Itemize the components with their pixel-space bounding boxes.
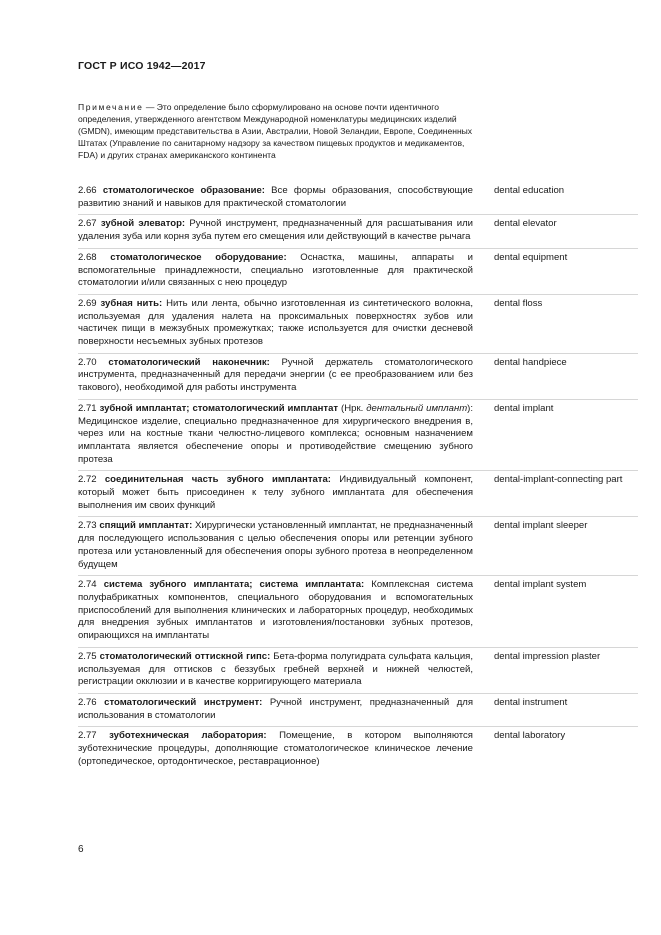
term-definition	[78, 298, 473, 349]
definition-text: Индивидуальный компонент, который может быть присоединен к телу зубного имплантата для обеспечения выполнения им своих функций	[78, 474, 473, 511]
term-number: 2.70	[78, 356, 97, 368]
term-definition	[78, 185, 473, 210]
definition-text: Нить или лента, обычно изготовленная из синтетического волокна, используемая для удаления налета на проксимальных поверхностях зубов или частичек пищи в межзубных промежутках; также используется для очистки десневой поверхности несъемных зубных протезов	[78, 297, 474, 348]
english-equivalent: dental implant sleeper	[494, 520, 588, 532]
term-definition	[78, 651, 473, 689]
english-equivalent: dental equipment	[494, 251, 568, 263]
term-entry	[78, 470, 638, 516]
term-definition	[78, 252, 473, 290]
term-entry	[78, 353, 638, 399]
term-entry	[78, 294, 638, 353]
term-definition	[78, 730, 473, 768]
term-name: спящий имплантат:	[99, 520, 193, 532]
term-definition	[78, 357, 473, 395]
term-number: 2.75	[78, 650, 97, 662]
definition-text: Ручной инструмент, предназначенный для использования в стоматологии	[78, 696, 474, 721]
term-number: 2.76	[78, 696, 97, 708]
term-name: зубной элеватор:	[100, 218, 186, 230]
term-definition	[78, 403, 473, 467]
term-number: 2.67	[78, 218, 97, 230]
term-name: стоматологическое оборудование:	[110, 251, 287, 263]
term-number: 2.66	[78, 185, 97, 196]
term-number: 2.77	[78, 730, 97, 742]
term-number: 2.73	[78, 520, 97, 532]
term-definition	[78, 579, 473, 643]
term-number: 2.68	[78, 251, 97, 263]
term-definition	[78, 474, 473, 512]
note-paragraph	[78, 101, 476, 161]
definition-text: Комплексная система полуфабрикатных компонентов, специального оборудования и вспомогательных приспособлений для выполнения клинических и лабораторных процедур, необходимых для внедрения зубных имплантатов и изготовления/постановки зубных протезов, опирающихся на имплантаты	[78, 579, 473, 642]
english-equivalent: dental impression plaster	[494, 650, 601, 662]
definition-text: ): Медицинское изделие, специально предназначенное для хирургического внедрения в, через или на костные ткани челюстно-лицевого комплекса; основным назначением имплантата является обеспечение опоры и противодействие смещению зубного протеза	[78, 402, 473, 465]
english-equivalent: dental floss	[494, 297, 543, 309]
term-deprecated-name: дентальный имплант	[366, 402, 468, 414]
term-name: стоматологический инструмент:	[104, 696, 263, 708]
terms-list	[78, 182, 638, 772]
definition-text: Помещение, в котором выполняются зуботехнические процедуры, дополняющие стоматологическое клиническое лечение (ортопедическое, ортодонтическое, реставрационное)	[78, 730, 473, 767]
definition-text: Хирургически установленный имплантат, не предназначенный для последующего использования с целью обеспечения опоры или ретенции зубного протеза или установленный для обеспечения опоры зубного протеза в неопределенном будущем	[78, 520, 473, 570]
term-name: стоматологический наконечник:	[108, 356, 270, 368]
english-equivalent: dental implant	[494, 402, 554, 414]
note-label: Примечание	[78, 102, 144, 112]
english-equivalent: dental instrument	[494, 696, 568, 708]
term-entry	[78, 726, 638, 772]
term-number: 2.72	[78, 474, 97, 486]
term-name: соединительная часть зубного имплантата:	[104, 474, 331, 486]
term-entry	[78, 575, 638, 647]
english-equivalent: dental-implant-connecting part	[494, 474, 623, 486]
term-number: 2.74	[78, 579, 97, 591]
term-definition	[78, 697, 473, 722]
term-entry	[78, 693, 638, 726]
term-name: зубная нить:	[100, 297, 163, 309]
document-header: ГОСТ Р ИСО 1942—2017	[78, 60, 206, 72]
term-entry	[78, 516, 638, 575]
term-number: 2.71	[78, 402, 97, 414]
term-definition	[78, 218, 473, 243]
term-note-prefix: (Нрк.	[338, 402, 367, 414]
english-equivalent: dental implant system	[494, 579, 587, 591]
term-name: зубной имплантат; стоматологический имплантат	[99, 402, 339, 414]
term-name: зуботехническая лаборатория:	[109, 730, 267, 742]
term-entry	[78, 248, 638, 294]
english-equivalent: dental handpiece	[494, 356, 567, 368]
term-name: система зубного имплантата; система имплантата:	[103, 579, 365, 591]
english-equivalent: dental education	[494, 185, 565, 196]
term-entry	[78, 182, 638, 214]
term-number: 2.69	[78, 297, 97, 309]
definition-text: Оснастка, машины, аппараты и вспомогательные принадлежности, специально изготовленные для практической стоматологии и/или связанных с нею процедур	[78, 251, 473, 289]
definition-text: Ручной держатель стоматологического инструмента, предназначенный для передачи энергии (с ее преобразованием или без такового), необходимой для работы инструмента	[78, 356, 473, 394]
note-text: — Это определение было сформулировано на основе почти идентичного определения, утвержденного агентством Международной номенклатуры медицинских изделий (GMDN), имеющим представительства в Азии, Австралии, Новой Зеландии, Европе, Соединенных Штатах (Управление по санитарному надзору за качеством пищевых продуктов и медикаментов, FDA) и других странах американского континента	[78, 102, 473, 161]
definition-text: Ручной инструмент, предназначенный для расшатывания или удаления зуба или корня зуба путем его смещения или действующий в качестве рычага	[78, 218, 473, 243]
definition-text: Бета-форма полугидрата сульфата кальция, используемая для оттисков с беззубых гребней верхней и нижней челюстей, регистрации окклюзии и в качестве корригирующего материала	[78, 650, 473, 688]
term-entry	[78, 399, 638, 471]
definition-text: Все формы образования, способствующие развитию знаний и навыков для практической стоматологии	[78, 185, 473, 209]
term-name: стоматологическое образование:	[102, 185, 265, 196]
term-definition	[78, 520, 473, 571]
english-equivalent: dental laboratory	[494, 730, 566, 742]
term-entry	[78, 647, 638, 693]
english-equivalent: dental elevator	[494, 218, 557, 230]
term-name: стоматологический оттискной гипс:	[99, 650, 271, 662]
term-entry	[78, 214, 638, 247]
page-number: 6	[78, 844, 84, 855]
